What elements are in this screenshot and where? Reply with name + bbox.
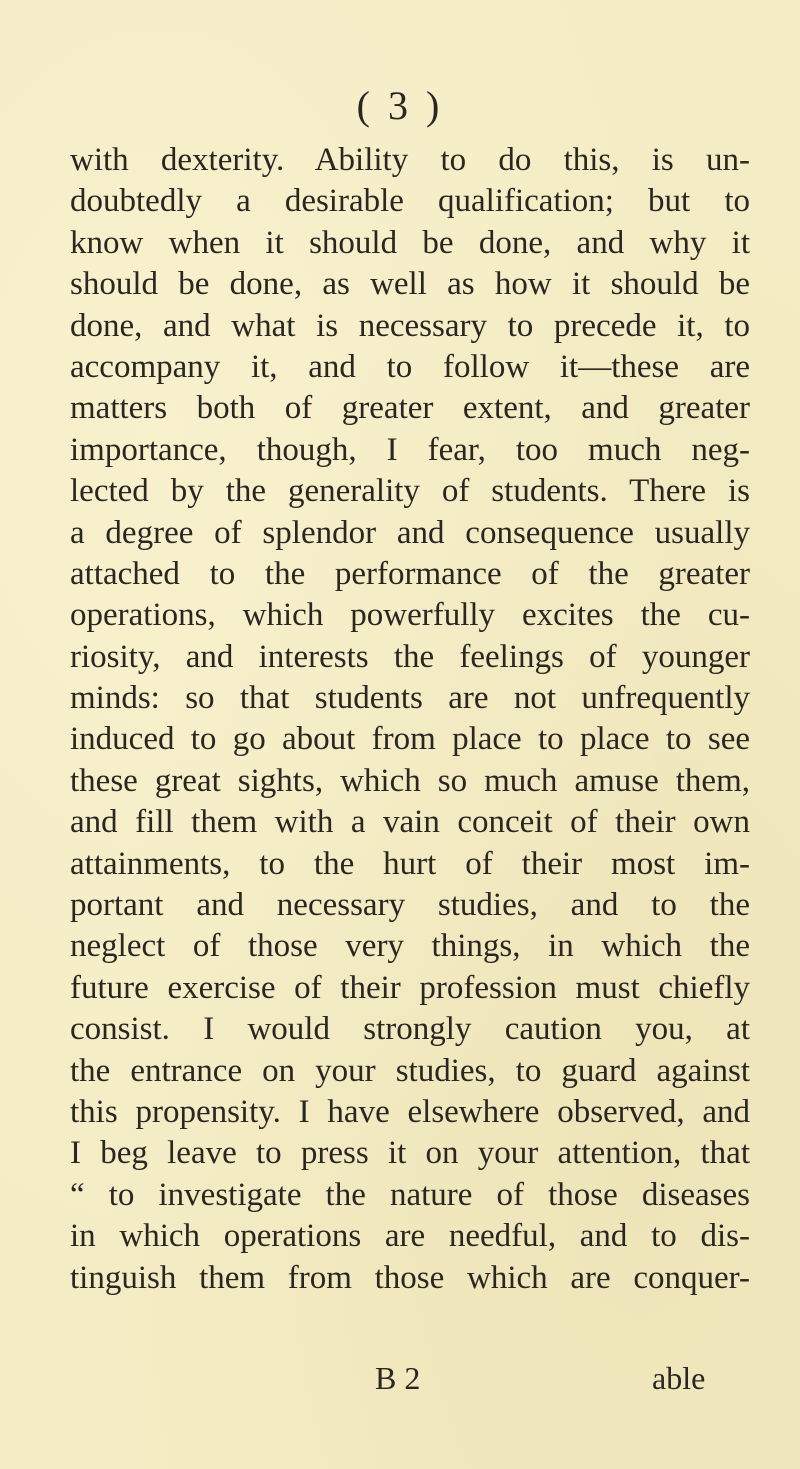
text-line: lected by the generality of students. There is <box>70 473 750 510</box>
text-line: consist. I would strongly caution you, at <box>70 1011 750 1048</box>
text-line: attainments, to the hurt of their most im- <box>70 845 750 882</box>
page-footer <box>0 1360 800 1400</box>
text-line: accompany it, and to follow it—these are <box>70 348 750 385</box>
text-line: “ to investigate the nature of those diseases <box>70 1176 750 1213</box>
text-line: riosity, and interests the feelings of younger <box>70 638 750 675</box>
text-line: a degree of splendor and consequence usually <box>70 514 750 551</box>
text-line: importance, though, I fear, too much neg- <box>70 431 750 468</box>
text-line: future exercise of their profession must chiefly <box>70 969 750 1006</box>
text-line: should be done, as well as how it should be <box>70 266 750 303</box>
text-line: tinguish them from those which are conquer- <box>70 1259 750 1296</box>
text-line: matters both of greater extent, and greater <box>70 390 750 427</box>
page-number: ( 3 ) <box>356 83 444 128</box>
text-line: know when it should be done, and why it <box>70 224 750 261</box>
text-line: induced to go about from place to place to see <box>70 721 750 758</box>
text-line: done, and what is necessary to precede it, to <box>70 307 750 344</box>
text-line: operations, which powerfully excites the cu- <box>70 597 750 634</box>
text-line: neglect of those very things, in which the <box>70 928 750 965</box>
text-line: portant and necessary studies, and to the <box>70 887 750 924</box>
text-line: this propensity. I have elsewhere observed, and <box>70 1093 750 1130</box>
text-line: attached to the performance of the greater <box>70 555 750 592</box>
text-line: with dexterity. Ability to do this, is un- <box>70 142 750 178</box>
text-line: these great sights, which so much amuse them, <box>70 762 750 799</box>
catchword: able <box>652 1360 706 1396</box>
signature-mark: B 2 <box>375 1360 421 1396</box>
text-line: in which operations are needful, and to dis- <box>70 1218 750 1255</box>
text-line: minds: so that students are not unfrequently <box>70 680 750 717</box>
text-line: the entrance on your studies, to guard against <box>70 1052 750 1089</box>
text-line: and fill them with a vain conceit of their own <box>70 804 750 841</box>
text-line: I beg leave to press it on your attention, that <box>70 1135 750 1172</box>
text-line: doubtedly a desirable qualification; but to <box>70 183 750 220</box>
body-text <box>70 140 750 1299</box>
